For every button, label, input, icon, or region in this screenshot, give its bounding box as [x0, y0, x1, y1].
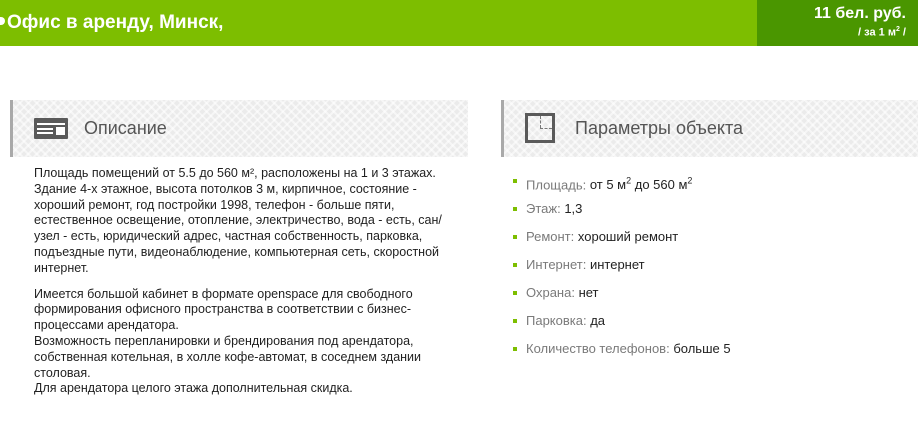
param-floor [513, 198, 731, 226]
param-area [513, 170, 731, 198]
param-key: Интернет: [526, 257, 587, 272]
page-title-text: Офис в аренду, Минск, [7, 12, 224, 33]
param-value: да [590, 313, 606, 328]
param-repair [513, 226, 731, 254]
param-value: хороший ремонт [577, 229, 679, 244]
param-value: от 5 $м^2$ до 560 $м^2$ [589, 176, 693, 193]
parameters-list [513, 170, 731, 366]
price-unit [858, 26, 906, 39]
floor-plan-icon [525, 113, 555, 143]
param-internet [513, 254, 731, 282]
parameters-header [501, 100, 918, 157]
title-marker-icon [0, 17, 5, 25]
page-title [0, 0, 223, 46]
param-value: 1,3 [564, 201, 583, 216]
bullet-icon [513, 319, 517, 323]
price-unit-suffix: / [899, 26, 906, 39]
param-key: Площадь: [526, 177, 587, 193]
price-unit-exp: 2 [895, 26, 900, 33]
param-phones [513, 338, 731, 366]
bullet-icon [513, 207, 517, 211]
param-key: Парковка: [526, 313, 587, 328]
price: 11 бел. руб. [814, 5, 906, 22]
bullet-icon [513, 263, 517, 267]
description-header [10, 100, 468, 157]
bullet-icon [513, 291, 517, 295]
param-key: Количество телефонов: [526, 341, 670, 356]
price-box [757, 0, 918, 46]
param-key: Охрана: [526, 285, 575, 300]
param-key: Этаж: [526, 201, 561, 216]
param-security [513, 282, 731, 310]
card-icon [34, 118, 68, 139]
param-value: нет [578, 285, 599, 300]
description-heading: Описание [84, 118, 167, 138]
bullet-icon [513, 347, 517, 351]
param-parking [513, 310, 731, 338]
header-bar [0, 0, 918, 46]
description-text [34, 166, 454, 397]
param-value: интернет [589, 257, 645, 272]
description-paragraph: Имеется большой кабинет в формате openspace для свободного формирования офисного пространства в соответствии с бизнес-процессами арендатора. [34, 286, 413, 333]
bullet-icon [513, 179, 517, 183]
param-key: Ремонт: [526, 229, 575, 244]
price-unit-prefix: / за 1 м [858, 26, 896, 39]
bullet-icon [513, 235, 517, 239]
param-value: больше 5 [673, 341, 731, 356]
description-paragraph: Для арендатора целого этажа дополнительная скидка. [34, 381, 353, 396]
parameters-heading: Параметры объекта [575, 118, 744, 138]
description-paragraph: Возможность перепланировки и брендирования под арендатора, собственная котельная, в холле кофе-автомат, в соседнем здании столовая. [34, 333, 422, 380]
description-paragraph: Площадь помещений от 5.5 до 560 м², расположены на 1 и 3 этажах. Здание 4-х этажное, высота потолков 3 м, кирпичное, состояние - хороший ремонт, год постройки 1998, телефон - больше пяти, естественное освещение, отопление, электричество, вода - есть, сан/узел - есть, юридический адрес, частная собственность, парковка, подъездные пути, видеонаблюдение, компьютерная сеть, скоростной интернет. [34, 166, 442, 275]
